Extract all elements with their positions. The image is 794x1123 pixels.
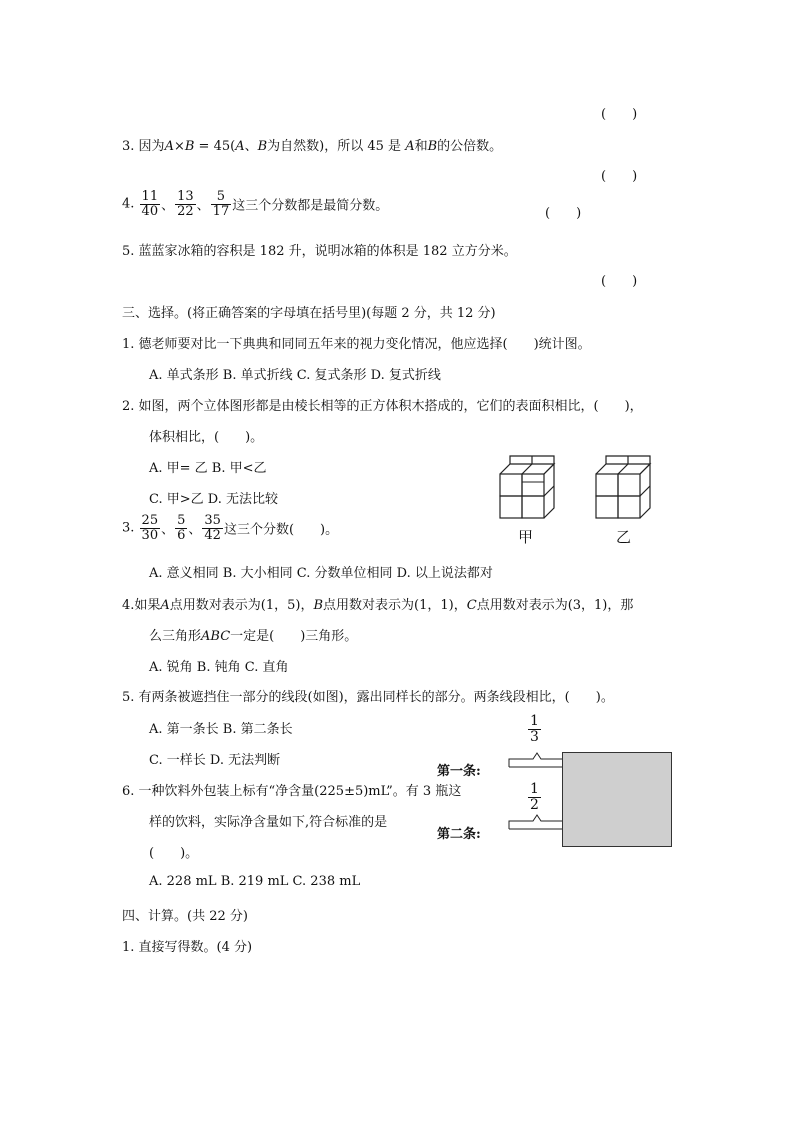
- q-text: 点用数对表示为(1，5)，: [169, 598, 314, 613]
- section-title: 四、计算。(共 22 分): [122, 909, 248, 924]
- q-text: 这三个分数( )。: [223, 522, 339, 538]
- section-title: 三、选择。(将正确答案的字母填在括号里)(每题 2 分，共 12 分): [122, 306, 496, 321]
- brace-1: [509, 753, 563, 767]
- times-sign: ×: [173, 139, 185, 154]
- choice-options[interactable]: C. 一样长 D. 无法判断: [149, 753, 281, 768]
- point-a: A: [160, 598, 170, 613]
- q-num: 4.: [122, 196, 135, 212]
- choice-q3: [122, 514, 338, 542]
- choice-q4-line1: [122, 594, 633, 613]
- q-text: 点用数对表示为(3，1)，那: [476, 598, 634, 613]
- fraction: $\frac{13}{22}$: [177, 189, 194, 219]
- choice-options[interactable]: A. 甲= 乙 B. 甲<乙: [149, 461, 267, 476]
- brace-2: [509, 815, 563, 829]
- triangle-abc: ABC: [201, 629, 231, 644]
- separator: 、: [244, 139, 258, 154]
- var-b: B: [257, 139, 268, 154]
- judge-q4: [122, 190, 388, 218]
- choice-options[interactable]: C. 甲>乙 D. 无法比较: [149, 492, 278, 507]
- q-text: 4.如果: [122, 598, 161, 613]
- choice-q6-line1: 6. 一种饮料外包装上标有“净含量(225±5)mL”。有 3 瓶这: [122, 784, 462, 799]
- choice-q2-line2: 体积相比，( )。: [149, 430, 264, 445]
- figure-label-jia: 甲: [518, 528, 534, 546]
- q-num: 3.: [122, 139, 135, 154]
- answer-paren[interactable]: ( ): [601, 274, 638, 289]
- separator: 、: [188, 522, 202, 538]
- judge-q3: [122, 135, 502, 154]
- q-text: 点用数对表示为(1，1)，: [323, 598, 467, 613]
- choice-options[interactable]: A. 第一条长 B. 第二条长: [149, 722, 293, 737]
- point-b: B: [313, 598, 324, 613]
- answer-paren[interactable]: ( ): [601, 107, 638, 122]
- choice-q2-line1: 2. 如图，两个立体图形都是由棱长相等的正方体积木搭成的，它们的表面积相比，( )，: [122, 399, 643, 414]
- q-num: 3.: [122, 520, 135, 536]
- q-text: = 45(: [194, 139, 236, 154]
- choice-q6-line3: ( )。: [149, 846, 199, 861]
- cover-box: [562, 752, 672, 847]
- fraction: $\frac{35}{42}$: [204, 513, 221, 543]
- q-text: 么三角形: [149, 629, 202, 644]
- choice-options[interactable]: A. 单式条形 B. 单式折线 C. 复式条形 D. 复式折线: [149, 368, 441, 383]
- var-a: A: [405, 139, 415, 154]
- cube-figure-jia: [500, 452, 554, 518]
- q-text: 为自然数)，所以 45 是: [267, 139, 402, 154]
- calc-q1: 1. 直接写得数。(4 分): [122, 940, 253, 955]
- choice-q1: 1. 德老师要对比一下典典和同同五年来的视力变化情况，他应选择( )统计图。: [122, 337, 591, 352]
- q-text: 因为: [138, 139, 165, 154]
- answer-paren[interactable]: ( ): [601, 169, 638, 184]
- q-text: 和: [414, 139, 428, 154]
- segment-braces: [505, 745, 565, 845]
- separator: 、: [196, 198, 210, 214]
- choice-options[interactable]: A. 锐角 B. 钝角 C. 直角: [149, 660, 289, 675]
- q-text: 蓝蓝家冰箱的容积是 182 升，说明冰箱的体积是 182 立方分米。: [138, 244, 517, 259]
- judge-q5: [122, 240, 517, 259]
- choice-q4-line2: [149, 625, 357, 644]
- choice-q5: 5. 有两条被遮挡住一部分的线段(如图)，露出同样长的部分。两条线段相比，( )。: [122, 690, 614, 705]
- var-b: B: [184, 139, 195, 154]
- segment-fraction-2: $\frac{1}{2}$: [530, 781, 539, 813]
- segment-label-1: 第一条:: [437, 764, 481, 779]
- var-a: A: [164, 139, 174, 154]
- cube-figures: [496, 452, 676, 522]
- fraction: $\frac{5}{17}$: [212, 189, 230, 219]
- q-text: 的公倍数。: [437, 139, 503, 154]
- segment-fraction-1: $\frac{1}{3}$: [530, 713, 539, 745]
- q-text: 这三个分数都是最简分数。: [232, 198, 389, 214]
- var-b: B: [427, 139, 438, 154]
- fraction: $\frac{5}{6}$: [177, 513, 186, 543]
- segment-label-2: 第二条:: [437, 827, 481, 842]
- point-c: C: [466, 598, 477, 613]
- fraction: $\frac{11}{40}$: [141, 189, 159, 219]
- figure-label-yi: 乙: [616, 528, 632, 546]
- answer-paren[interactable]: ( ): [545, 206, 582, 221]
- q-text: 一定是( )三角形。: [230, 629, 358, 644]
- fraction: $\frac{25}{30}$: [141, 513, 159, 543]
- choice-options[interactable]: A. 228 mL B. 219 mL C. 238 mL: [149, 874, 361, 889]
- choice-q6-line2: 样的饮料，实际净含量如下,符合标准的是: [149, 815, 388, 830]
- q-num: 5.: [122, 244, 135, 259]
- cube-figure-yi: [596, 456, 650, 518]
- var-a: A: [235, 139, 245, 154]
- separator: 、: [161, 522, 175, 538]
- choice-options[interactable]: A. 意义相同 B. 大小相同 C. 分数单位相同 D. 以上说法都对: [149, 566, 493, 581]
- separator: 、: [161, 198, 175, 214]
